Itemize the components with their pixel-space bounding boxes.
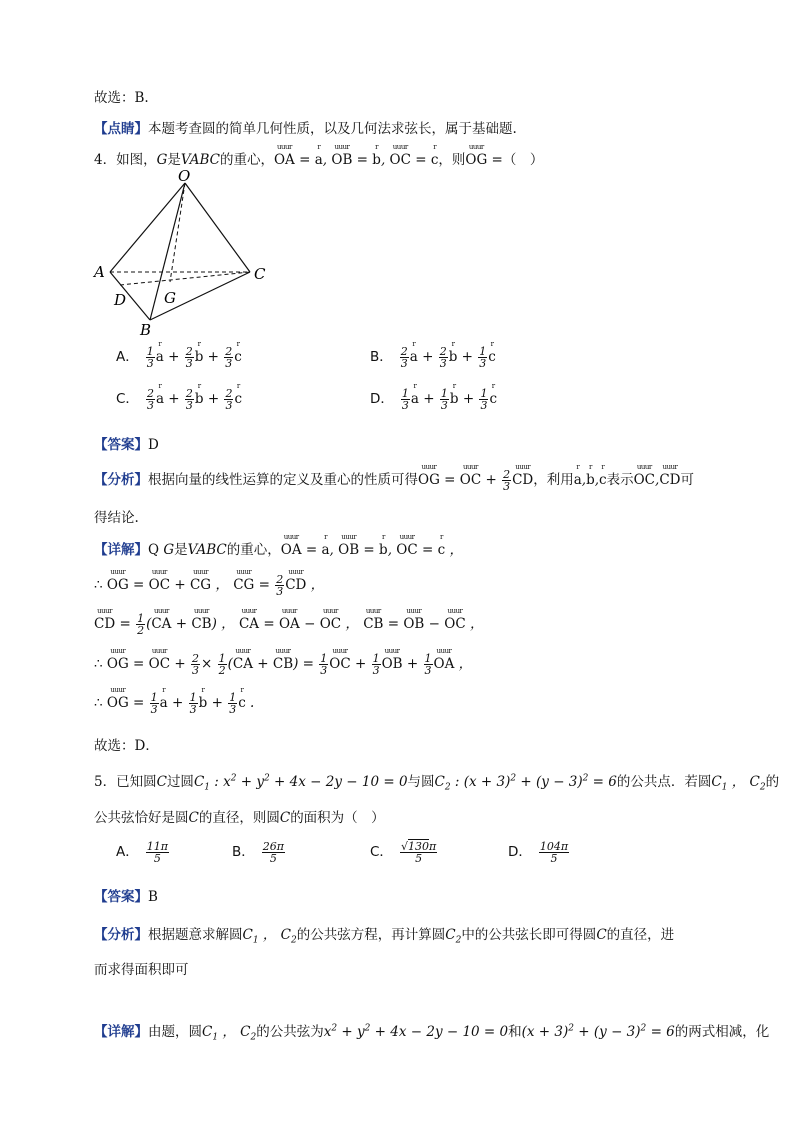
- q4-detail-vecs: uuur OA = r a, uuur OB = r b, uuur OC = r c ，: [281, 542, 463, 558]
- q5-analysis-tag: 【分析】: [94, 927, 148, 943]
- q5-option-a-num: 11π: [146, 840, 168, 853]
- q4-option-a-label: A．: [116, 349, 139, 365]
- q5-option-c-radicand: 130: [407, 840, 429, 853]
- q5-detail-text: 由题，圆: [148, 1024, 202, 1040]
- q4-vectors: uuur OA = r a, uuur OB = r b, uuur OC = r c: [274, 152, 438, 168]
- q4-analysis: [94, 468, 694, 492]
- q5-option-c-pi: π: [428, 840, 437, 853]
- label-B: B: [140, 321, 152, 339]
- q4-analysis-cont: [94, 506, 139, 526]
- q4-answer: [94, 433, 159, 453]
- q5-eq2: $C_2$ : $(x + 3)^2 + (y - 3)^2 = 6$: [434, 773, 617, 793]
- label-A: A: [94, 263, 105, 281]
- q5-option-c-frac: [400, 841, 437, 864]
- label-G: G: [164, 289, 176, 307]
- q4-answer-value: D: [148, 437, 159, 453]
- dianjing-text: 本题考查圆的简单几何性质，以及几何法求弦长，属于基础题.: [148, 121, 517, 137]
- q5-C2: C: [188, 810, 199, 826]
- q5-option-d-num: 104π: [539, 840, 569, 853]
- q5-detail-text3: 和: [508, 1024, 522, 1040]
- q4-analysis-tag: 【分析】: [94, 472, 148, 488]
- q4-analysis-text: 根据向量的线性运算的定义及重心的性质可得: [148, 472, 418, 488]
- q5-analysis-text4: 的直径，进: [606, 927, 675, 943]
- q4-paren: （ ）: [502, 152, 544, 168]
- q4-G: G: [156, 152, 168, 168]
- q4-head: 4．如图，: [94, 152, 157, 168]
- q4-text2: 的重心，: [219, 152, 274, 168]
- choose-d-line: [94, 734, 159, 754]
- q5-option-b-num: 26π: [262, 840, 284, 853]
- q5-answer-value: B: [148, 889, 158, 905]
- q4-detail-2: [94, 573, 324, 597]
- dianjing-line: [94, 117, 517, 137]
- q5-answer: [94, 885, 158, 905]
- q5-f: 公共弦恰好是圆: [94, 810, 189, 826]
- q4-og: uuur OG =: [465, 152, 502, 168]
- q5-analysis: [94, 923, 674, 946]
- q4-analysis-abc: r a,r b,r c: [574, 472, 607, 488]
- q5-analysis-cont: [94, 958, 189, 978]
- question-5-cont: [94, 806, 385, 826]
- q5-analysis-text3: 中的公共弦长即可得圆: [461, 927, 597, 943]
- q5-option-b-frac: [262, 841, 285, 864]
- q4-detail-qg: Q G: [148, 542, 175, 558]
- q5-d: 的公共点．若圆: [616, 774, 712, 790]
- q5-option-a-frac: [146, 841, 169, 864]
- q4-detail-5: [94, 692, 254, 715]
- q5-C: C: [156, 774, 167, 790]
- q4-detail-text: 是: [174, 542, 188, 558]
- q5-analysis-text: 根据题意求解圆: [148, 927, 243, 943]
- q5-option-b-den: 5: [269, 852, 277, 865]
- q5-option-a[interactable]: [116, 840, 170, 864]
- q4-analysis-text3: 表示: [606, 472, 634, 488]
- q4-triangle: VABC: [180, 152, 220, 168]
- q5-detail-eq2: $(x + 3)^2 + (y - 3)^2 = 6$: [521, 1023, 675, 1040]
- q4-answer-tag: 【答案】: [94, 437, 148, 453]
- q5-c: 与圆: [407, 774, 435, 790]
- q5-option-c[interactable]: [370, 840, 438, 864]
- q4-analysis-text4: 可: [680, 472, 694, 488]
- q5-c1c2: $C_1$ ， $C_2$: [711, 774, 766, 793]
- q5-option-d-frac: [539, 841, 569, 864]
- q4-detail-3-expr: uuur CD = $\frac{1}{2}$ (uuur CA + uuur CB) ， uuur CA = uuur OA − uuur OC ， uuur CB = uuur OB − uuur OC ，: [94, 616, 483, 632]
- q4-option-a-expr: $\frac{1}{3}$ r a + $\frac{2}{3}$ r b + $\frac{2}{3}$ r c: [145, 349, 242, 365]
- q4-detail-4-expr: ∴ uuur OG = uuur OC + $\frac{2}{3}$ × $\frac{1}{2}$ (uuur CA + uuur CB) = $\frac{1}{3}$ uuur OC + $\frac{1}{3}$ uuur OB + $\frac{1}{3}$ uuur OA ，: [94, 656, 472, 672]
- q4-option-d-expr: $\frac{1}{3}$ r a + $\frac{1}{3}$ r b + $\frac{1}{3}$ r c: [400, 391, 497, 407]
- q5-C3: C: [279, 810, 291, 826]
- q5-b: 过圆: [166, 774, 194, 790]
- q5-analysis-C: C: [596, 927, 607, 943]
- q4-option-d-label: D．: [370, 391, 394, 407]
- q4-tail: ，则: [438, 152, 466, 168]
- q5-answer-tag: 【答案】: [94, 889, 148, 905]
- q4-analysis-ocdc: uuur OC,uuur CD: [634, 472, 681, 488]
- q4-analysis-text5: 得结论.: [94, 510, 139, 526]
- dianjing-tag: 【点睛】: [94, 121, 148, 137]
- q5-analysis-text2: 的公共弦方程，再计算圆: [296, 927, 446, 943]
- q4-text1: 是: [167, 152, 181, 168]
- q4-option-b-expr: $\frac{2}{3}$ r a + $\frac{2}{3}$ r b + $\frac{1}{3}$ r c: [399, 349, 496, 365]
- q4-detail-1: [94, 538, 463, 558]
- question-5: [94, 770, 779, 793]
- label-C: C: [254, 265, 266, 283]
- q4-option-b[interactable]: [370, 345, 496, 369]
- q4-option-c-expr: $\frac{2}{3}$ r a + $\frac{2}{3}$ r b + $\frac{2}{3}$ r c: [145, 391, 242, 407]
- q4-detail-2-expr: ∴ uuur OG = uuur OC + uuur CG ， uuur CG = $\frac{2}{3}$ uuur CD ，: [94, 577, 324, 593]
- q4-option-d[interactable]: [370, 387, 497, 411]
- q5-option-d-label: D．: [508, 844, 532, 860]
- choose-b-line: [94, 86, 149, 106]
- q5-g: 的直径，则圆: [198, 810, 280, 826]
- label-D: D: [114, 291, 127, 309]
- q4-detail-5-expr: ∴ uuur OG = $\frac{1}{3}$ r a + $\frac{1}{3}$ r b + $\frac{1}{3}$ r c .: [94, 695, 254, 711]
- q5-detail-c1c2: $C_1$ ， $C_2$: [202, 1024, 257, 1043]
- q4-option-b-label: B．: [370, 349, 393, 365]
- q5-analysis-c2: $C_2$: [445, 927, 462, 946]
- q5-h: 的面积为（ ）: [290, 810, 385, 826]
- q5-option-c-num: √130π: [400, 840, 437, 853]
- q4-analysis-text2: ，利用: [533, 472, 574, 488]
- q4-option-c[interactable]: [116, 387, 242, 411]
- q4-detail-tri: VABC: [187, 542, 227, 558]
- q4-detail-4: [94, 652, 472, 676]
- q5-detail-eq1: $x^2 + y^2 + 4x - 2y - 10 = 0$: [323, 1023, 509, 1040]
- q5-detail-tag: 【详解】: [94, 1024, 148, 1040]
- q5-option-c-label: C．: [370, 844, 393, 860]
- choose-d-text: 故选：D．: [94, 738, 159, 754]
- q5-eq1: $C_1$ : $x^2 + y^2 + 4x - 2y - 10 = 0$: [193, 773, 408, 793]
- q5-option-a-den: 5: [153, 852, 161, 865]
- q5-detail: [94, 1020, 769, 1043]
- q5-option-d-den: 5: [550, 852, 558, 865]
- q5-analysis-text5: 而求得面积即可: [94, 962, 189, 978]
- q4-option-a[interactable]: [116, 345, 242, 369]
- tetrahedron-figure: [90, 165, 280, 340]
- q5-option-b[interactable]: [232, 840, 286, 864]
- q5-analysis-c1c2: $C_1$ ， $C_2$: [242, 927, 297, 946]
- q5-a: 5．已知圆: [94, 774, 157, 790]
- q5-option-a-label: A．: [116, 844, 139, 860]
- q4-detail-tag: 【详解】: [94, 542, 148, 558]
- q5-detail-text4: 的两式相减，化: [674, 1024, 770, 1040]
- q5-option-b-label: B．: [232, 844, 255, 860]
- q5-e: 的: [765, 774, 780, 790]
- q4-option-c-label: C．: [116, 391, 139, 407]
- q5-option-d[interactable]: [508, 840, 570, 864]
- choose-b-text: 故选：B.: [94, 90, 149, 106]
- q4-analysis-eq: uuur OG = uuur OC + $\frac{2}{3}$ uuur CD: [418, 472, 533, 488]
- q5-option-c-den: 5: [415, 852, 423, 865]
- q5-detail-text2: 的公共弦为: [256, 1024, 324, 1040]
- q4-detail-text2: 的重心，: [226, 542, 281, 558]
- label-O: O: [178, 167, 191, 185]
- q4-detail-3: [94, 612, 483, 636]
